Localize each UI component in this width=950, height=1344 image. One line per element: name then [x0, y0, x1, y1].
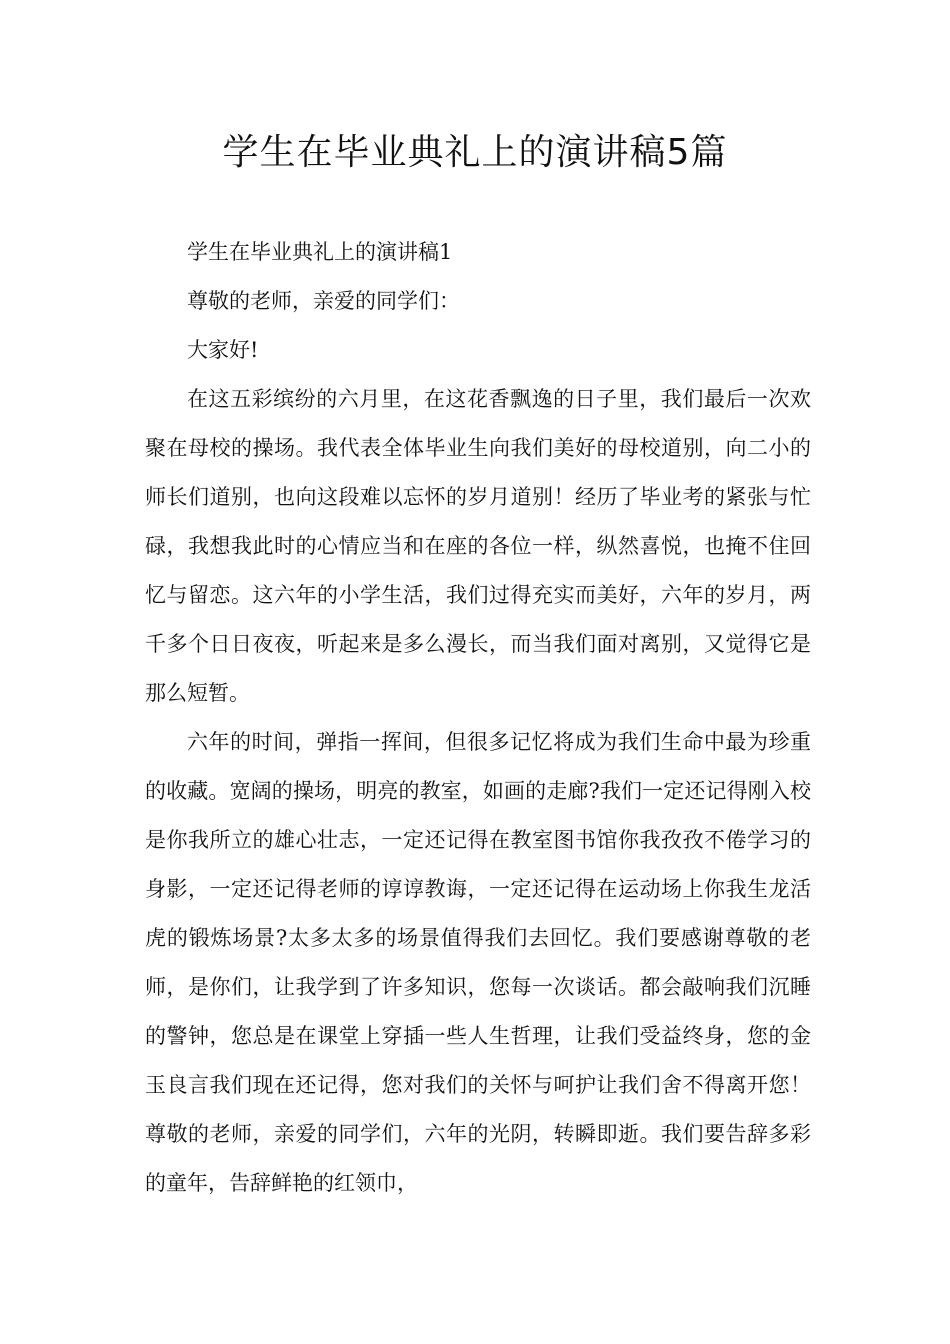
document-title: 学生在毕业典礼上的演讲稿5篇 — [222, 132, 728, 173]
salutation: 尊敬的老师，亲爱的同学们： — [187, 289, 460, 313]
speech-heading: 学生在毕业典礼上的演讲稿1 — [187, 240, 453, 264]
greeting: 大家好! — [187, 338, 259, 362]
paragraph-memories: 六年的时间，弹指一挥间，但很多记忆将成为我们生命中最为珍重的收藏。宽阔的操场，明亮的教室，如画的走廊?我们一定还记得刚入校是你我所立的雄心壮志，一定还记得在教室图书馆你我孜孜不倦学习的身影，一定还记得老师的谆谆教诲，一定还记得在运动场上你我生龙活虎的锻炼场景?太多太多的场景值得我们去回忆。我们要感谢尊敬的老师，是你们，让我学到了许多知识，您每一次谈话。都会敲响我们沉睡的警钟，您总是在课堂上穿插一些人生哲理，让我们受益终身，您的金玉良言我们现在还记得，您对我们的关怀与呵护让我们舍不得离开您！尊敬的老师，亲爱的同学们，六年的光阴，转瞬即逝。我们要告辞多彩的童年，告辞鲜艳的红领巾， — [145, 730, 811, 1195]
paragraph-farewell: 在这五彩缤纷的六月里，在这花香飘逸的日子里，我们最后一次欢聚在母校的操场。我代表全体毕业生向我们美好的母校道别，向二小的师长们道别，也向这段难以忘怀的岁月道别！经历了毕业考的紧张与忙碌，我想我此时的心情应当和在座的各位一样，纵然喜悦，也掩不住回忆与留恋。这六年的小学生活，我们过得充实而美好，六年的岁月，两千多个日日夜夜，听起来是多么漫长，而当我们面对离别，又觉得它是那么短暂。 — [145, 387, 811, 705]
document-body — [145, 228, 811, 1208]
